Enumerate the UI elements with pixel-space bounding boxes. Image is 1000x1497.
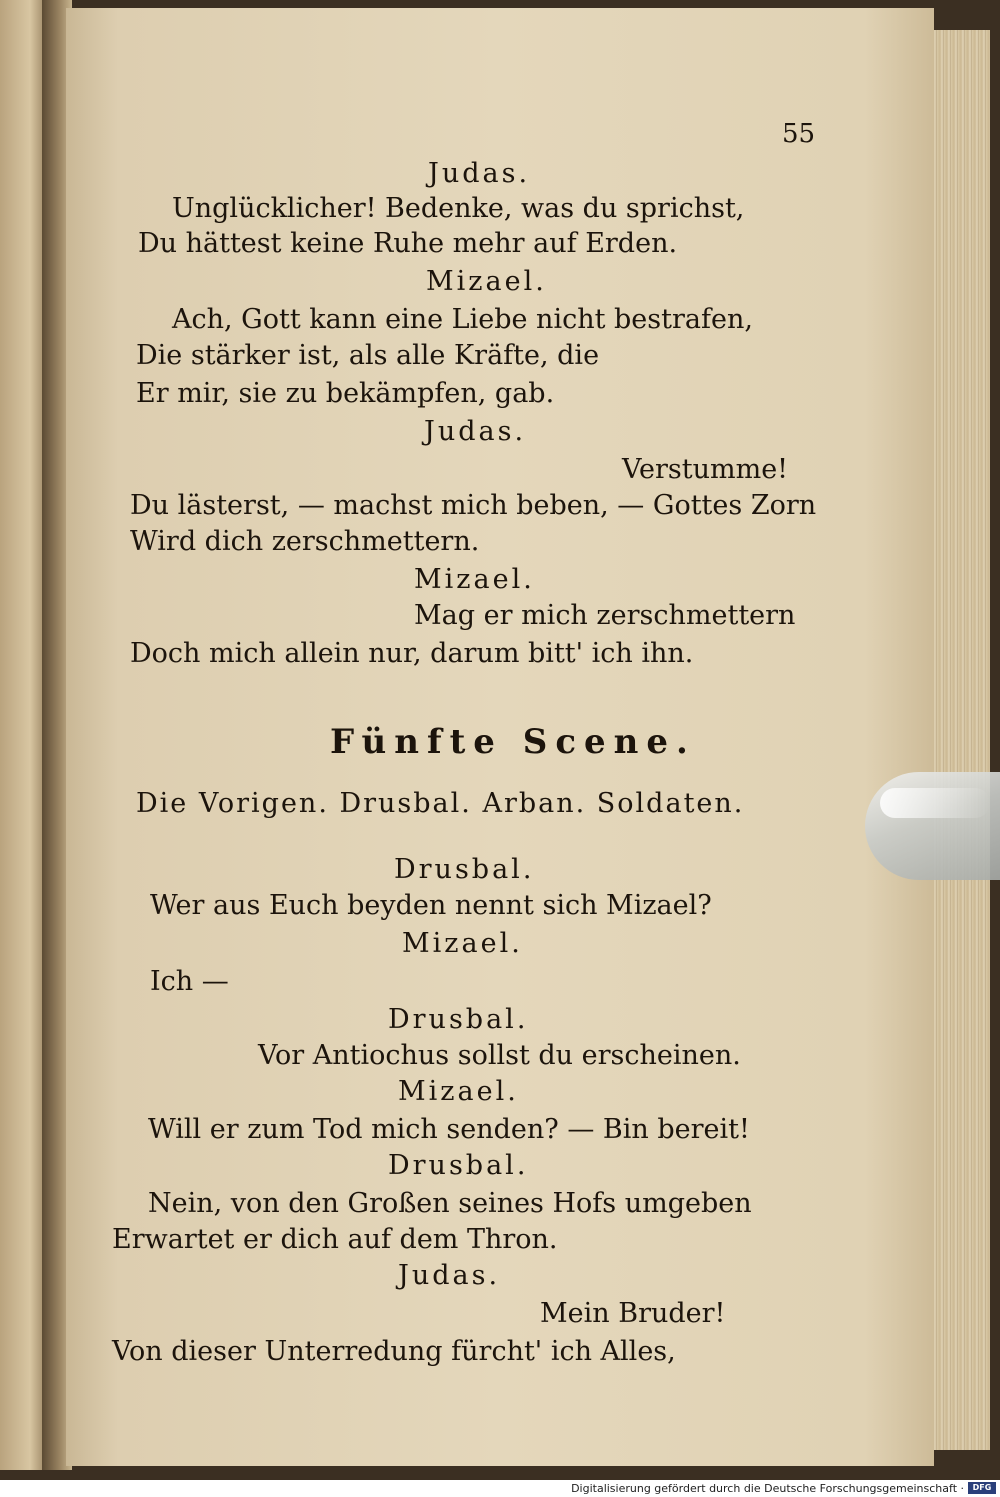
verse-line: Die stärker ist, als alle Kräfte, die [136,340,600,371]
speaker-name: Mizael. [402,928,523,959]
verse-line: Von dieser Unterredung fürcht' ich Alles, [112,1336,676,1367]
page-number: 55 [782,119,816,149]
speaker-name: Judas. [424,416,527,447]
verse-line: Mein Bruder! [540,1298,726,1329]
verse-line: Unglücklicher! Bedenke, was du sprichst, [172,193,745,224]
scene-heading: Fünfte Scene. [330,722,696,762]
verse-line: Du hättest keine Ruhe mehr auf Erden. [138,228,678,259]
book-clamp-highlight [880,788,990,818]
stage-direction: Die Vorigen. Drusbal. Arban. Soldaten. [136,788,745,819]
speaker-name: Drusbal. [394,854,535,885]
verse-line: Ach, Gott kann eine Liebe nicht bestrafen, [172,304,753,335]
verse-line: Verstumme! [622,454,789,485]
verse-line: Nein, von den Großen seines Hofs umgeben [148,1188,752,1219]
verse-line: Wer aus Euch beyden nennt sich Mizael? [150,890,712,921]
verse-line: Ich — [150,966,229,997]
verse-line: Will er zum Tod mich senden? — Bin bereit! [148,1114,750,1145]
verse-line: Wird dich zerschmettern. [130,526,480,557]
verse-line: Doch mich allein nur, darum bitt' ich ihn. [130,638,694,669]
page-stack-edge [930,30,990,1450]
verse-line: Mag er mich zerschmettern [414,600,796,631]
speaker-name: Mizael. [398,1076,519,1107]
verse-line: Du lästerst, — machst mich beben, — Gottes Zorn [130,490,817,521]
verse-line: Vor Antiochus sollst du erscheinen. [258,1040,741,1071]
speaker-name: Drusbal. [388,1150,529,1181]
dfg-logo: DFG [968,1482,996,1494]
verse-line: Er mir, sie zu bekämpfen, gab. [136,378,555,409]
verse-line: Erwartet er dich auf dem Thron. [112,1224,558,1255]
footer-credit: Digitalisierung gefördert durch die Deutsche Forschungsgemeinschaft · [571,1482,964,1495]
digitization-footer [0,1480,1000,1497]
speaker-name: Mizael. [414,564,535,595]
speaker-name: Drusbal. [388,1004,529,1035]
speaker-name: Mizael. [426,266,547,297]
speaker-name: Judas. [428,158,531,189]
speaker-name: Judas. [398,1260,501,1291]
